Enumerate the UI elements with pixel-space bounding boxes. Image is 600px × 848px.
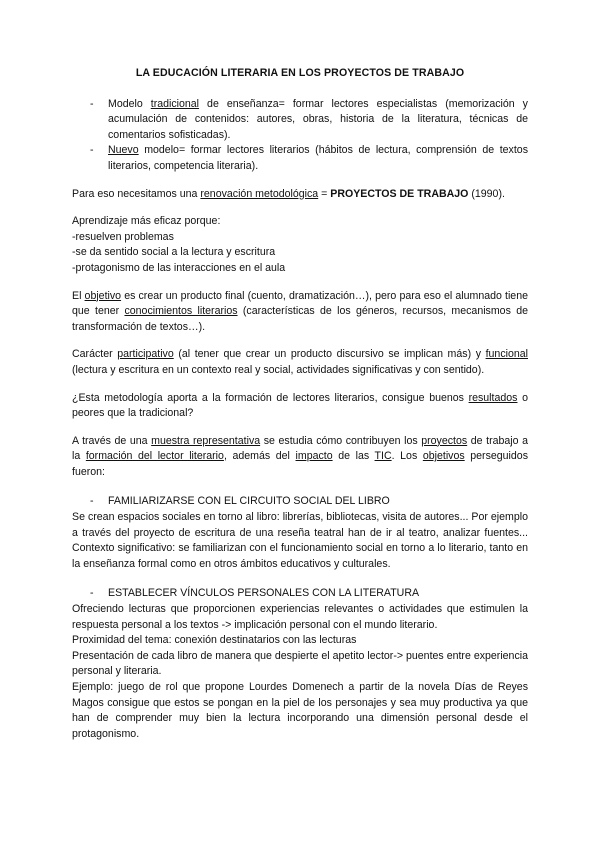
model-list	[72, 97, 528, 175]
paragraph-objective: El objetivo es crear un producto final (cuento, dramatización…), pero para eso el alumnado tiene que tener conocimientos literarios (características de los géneros, recursos, mecanismos de transformación de textos…).	[72, 289, 528, 333]
underlined-term: conocimientos literarios	[124, 305, 238, 318]
section-paragraph: Proximidad del tema: conexión destinatarios con las lecturas	[72, 634, 357, 647]
list-item-traditional-model: - Modelo tradicional de enseñanza= formar lectores especialistas (memorización y acumulación de contenidos: autores, obras, historia de la literatura, técnicas de comentarios sofisticadas).	[108, 97, 528, 144]
underlined-term: funcional	[485, 348, 528, 361]
list-line: -protagonismo de las interacciones en el aula	[72, 261, 286, 274]
underlined-term: proyectos	[421, 434, 468, 447]
section-body-social-circuit: Se crean espacios sociales en torno al libro: librerías, bibliotecas, visita de autores... Por ejemplo a través del proyecto de escritura de una reseña teatral han de ir al teatro, analizar fuentes... Contexto significativo: se familiarizan con el funcionamiento social en torno a lo literario, tanto en la enseñanza formal como en otros ámbitos educativos y culturales.	[72, 511, 528, 570]
paragraph-character: Carácter participativo (al tener que crear un producto discursivo se implican más) y funcional (lectura y escritura en un contexto real y social, actividades significativas y con sentido).	[72, 348, 528, 376]
underlined-term: TIC	[374, 450, 392, 463]
underlined-term: objetivos	[422, 450, 465, 463]
document-title: LA EDUCACIÓN LITERARIA EN LOS PROYECTOS DE TRABAJO	[135, 67, 465, 79]
section-heading-personal-links: - ESTABLECER VÍNCULOS PERSONALES CON LA LITERATURA	[72, 586, 528, 602]
underlined-term: tradicional	[150, 97, 200, 110]
underlined-term: renovación metodológica	[200, 187, 319, 200]
paragraph-study: A través de una muestra representativa se estudia cómo contribuyen los proyectos de trabajo a la formación del lector literario, además del impacto de las TIC. Los objetivos perseguidos fueron:	[72, 434, 529, 478]
bold-term: PROYECTOS DE TRABAJO	[330, 187, 469, 200]
underlined-term: participativo	[117, 348, 174, 361]
section-paragraph: Presentación de cada libro de manera que despierte el apetito lector-> puentes entre experiencia personal y literaria.	[72, 649, 528, 678]
section-paragraph: Ofreciendo lecturas que proporcionen experiencias relevantes o actividades que estimulen la respuesta personal a los textos -> implicación personal con el mundo literario.	[72, 603, 528, 631]
section-paragraph: Ejemplo: juego de rol que propone Lourdes Domenech a partir de la novela Días de Reyes Magos consigue que estos se pongan en la piel de los personajes y sea muy productiva ya que han de comprender muy bien la lectura incorporando una dimensión personal desde el protagonismo.	[72, 681, 528, 740]
underlined-term: objetivo	[84, 289, 122, 302]
underlined-term: impacto	[295, 450, 333, 463]
paragraph-question: ¿Esta metodología aporta a la formación de lectores literarios, consigue buenos resultados o peores que la tradicional?	[72, 391, 528, 420]
list-line: -resuelven problemas	[72, 230, 174, 243]
underlined-term: resultados	[468, 391, 518, 404]
section-heading-social-circuit: - FAMILIARIZARSE CON EL CIRCUITO SOCIAL DEL LIBRO	[72, 494, 528, 510]
document-page	[72, 66, 528, 742]
underlined-term: muestra representativa	[151, 434, 261, 447]
paragraph-renovation: Para eso necesitamos una renovación metodológica = PROYECTOS DE TRABAJO (1990).	[72, 187, 505, 200]
list-line: -se da sentido social a la lectura y escritura	[72, 246, 276, 259]
underlined-term: formación del lector literario	[85, 450, 224, 463]
list-intro: Aprendizaje más eficaz porque:	[72, 215, 221, 228]
underlined-term: Nuevo	[108, 144, 139, 157]
list-item-new-model: - Nuevo modelo= formar lectores literarios (hábitos de lectura, comprensión de textos literarios, competencia literaria).	[108, 143, 528, 174]
